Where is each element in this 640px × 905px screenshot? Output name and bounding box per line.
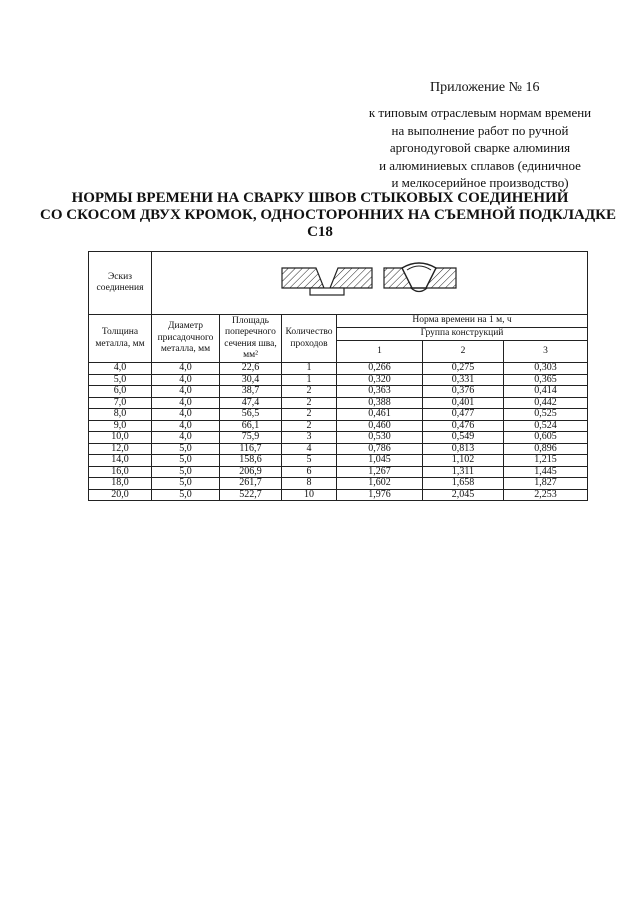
passes-cell: 1 [282, 363, 337, 375]
passes-cell: 5 [282, 455, 337, 467]
diameter-cell: 4,0 [152, 420, 220, 432]
thickness-cell: 16,0 [89, 466, 152, 478]
group-3-cell: 0,303 [504, 363, 588, 375]
sketch-label: Эскиз соединения [89, 252, 152, 315]
thickness-cell: 6,0 [89, 386, 152, 398]
thickness-cell: 7,0 [89, 397, 152, 409]
group-1-cell: 0,460 [337, 420, 423, 432]
group-3-cell: 1,827 [504, 478, 588, 490]
area-cell: 116,7 [220, 443, 282, 455]
passes-header: Количество проходов [282, 315, 337, 363]
group-3-cell: 0,414 [504, 386, 588, 398]
group-1-cell: 0,388 [337, 397, 423, 409]
diameter-cell: 4,0 [152, 397, 220, 409]
group-header: Группа конструкций [337, 328, 588, 341]
diameter-cell: 4,0 [152, 432, 220, 444]
area-cell: 30,4 [220, 374, 282, 386]
table-row [89, 489, 588, 501]
group-1-cell: 0,266 [337, 363, 423, 375]
group-2-cell: 0,275 [423, 363, 504, 375]
group-1-cell: 1,976 [337, 489, 423, 501]
group-3-cell: 0,896 [504, 443, 588, 455]
area-cell: 522,7 [220, 489, 282, 501]
passes-cell: 2 [282, 397, 337, 409]
norms-table [88, 251, 588, 501]
group-3-cell: 1,445 [504, 466, 588, 478]
passes-cell: 2 [282, 420, 337, 432]
thickness-cell: 20,0 [89, 489, 152, 501]
passes-cell: 8 [282, 478, 337, 490]
group-2-cell: 1,102 [423, 455, 504, 467]
passes-cell: 4 [282, 443, 337, 455]
group-2-cell: 2,045 [423, 489, 504, 501]
area-cell: 206,9 [220, 466, 282, 478]
passes-cell: 1 [282, 374, 337, 386]
table-row [89, 466, 588, 478]
group-1-cell: 0,786 [337, 443, 423, 455]
subtitle-line: к типовым отраслевым нормам времени [368, 105, 592, 120]
group-3-cell: 0,525 [504, 409, 588, 421]
group-3-cell: 2,253 [504, 489, 588, 501]
passes-cell: 3 [282, 432, 337, 444]
thickness-cell: 10,0 [89, 432, 152, 444]
group-2-cell: 1,311 [423, 466, 504, 478]
title-code: С18 [307, 224, 333, 240]
document-title [40, 190, 617, 241]
group-1-cell: 1,045 [337, 455, 423, 467]
table-row [89, 397, 588, 409]
norm-header: Норма времени на 1 м, ч [337, 315, 588, 328]
group-3-cell: 0,524 [504, 420, 588, 432]
group-1-cell: 0,461 [337, 409, 423, 421]
group-2-cell: 0,376 [423, 386, 504, 398]
group-2-cell: 0,476 [423, 420, 504, 432]
group-3-cell: 0,442 [504, 397, 588, 409]
group-2-cell: 0,401 [423, 397, 504, 409]
passes-cell: 2 [282, 409, 337, 421]
diameter-header: Диаметр присадочного металла, мм [152, 315, 220, 363]
thickness-cell: 8,0 [89, 409, 152, 421]
subtitle-line: аргонодуговой сварке алюминия [389, 140, 571, 155]
table-row [89, 420, 588, 432]
subtitle-line: на выполнение работ по ручной [391, 122, 569, 138]
group-1-cell: 0,363 [337, 386, 423, 398]
joint-sketch-icon [280, 262, 460, 304]
header-row-1 [89, 315, 588, 328]
diameter-cell: 4,0 [152, 374, 220, 386]
group-1-header: 1 [337, 341, 423, 363]
group-2-cell: 0,331 [423, 374, 504, 386]
area-cell: 22,6 [220, 363, 282, 375]
table-row [89, 363, 588, 375]
group-3-cell: 0,365 [504, 374, 588, 386]
appendix-number: Приложение № 16 [430, 80, 540, 95]
group-2-cell: 0,549 [423, 432, 504, 444]
group-1-cell: 0,320 [337, 374, 423, 386]
group-2-cell: 0,477 [423, 409, 504, 421]
group-2-header: 2 [423, 341, 504, 363]
table-row [89, 455, 588, 467]
thickness-cell: 12,0 [89, 443, 152, 455]
thickness-cell: 9,0 [89, 420, 152, 432]
thickness-cell: 4,0 [89, 363, 152, 375]
joint-sketch-cell [152, 252, 588, 315]
group-1-cell: 1,602 [337, 478, 423, 490]
appendix-subtitle [355, 104, 605, 192]
diameter-cell: 5,0 [152, 489, 220, 501]
title-line-2: СО СКОСОМ ДВУХ КРОМОК, ОДНОСТОРОННИХ НА СЪЕМНОЙ ПОДКЛАДКЕ [40, 207, 617, 223]
area-cell: 75,9 [220, 432, 282, 444]
group-1-cell: 1,267 [337, 466, 423, 478]
diameter-cell: 4,0 [152, 363, 220, 375]
diameter-cell: 4,0 [152, 409, 220, 421]
group-3-header: 3 [504, 341, 588, 363]
diameter-cell: 5,0 [152, 455, 220, 467]
table-row [89, 443, 588, 455]
passes-cell: 2 [282, 386, 337, 398]
passes-cell: 6 [282, 466, 337, 478]
area-cell: 261,7 [220, 478, 282, 490]
group-1-cell: 0,530 [337, 432, 423, 444]
sketch-row [89, 252, 588, 315]
table-row [89, 432, 588, 444]
thickness-cell: 5,0 [89, 374, 152, 386]
group-2-cell: 1,658 [423, 478, 504, 490]
subtitle-line: и алюминиевых сплавов (единичное [379, 157, 581, 173]
area-header: Площадь поперечного сечения шва, мм² [220, 315, 282, 363]
area-cell: 47,4 [220, 397, 282, 409]
group-3-cell: 0,605 [504, 432, 588, 444]
table-row [89, 374, 588, 386]
group-3-cell: 1,215 [504, 455, 588, 467]
diameter-cell: 5,0 [152, 466, 220, 478]
thickness-cell: 18,0 [89, 478, 152, 490]
passes-cell: 10 [282, 489, 337, 501]
table-row [89, 478, 588, 490]
thickness-cell: 14,0 [89, 455, 152, 467]
diameter-cell: 5,0 [152, 478, 220, 490]
subtitle-line: и мелкосерийное производство) [391, 175, 569, 190]
area-cell: 56,5 [220, 409, 282, 421]
title-line-1: НОРМЫ ВРЕМЕНИ НА СВАРКУ ШВОВ СТЫКОВЫХ СОЕДИНЕНИЙ [71, 190, 569, 206]
diameter-cell: 5,0 [152, 443, 220, 455]
table-row [89, 409, 588, 421]
area-cell: 158,6 [220, 455, 282, 467]
table-row [89, 386, 588, 398]
area-cell: 38,7 [220, 386, 282, 398]
group-2-cell: 0,813 [423, 443, 504, 455]
area-cell: 66,1 [220, 420, 282, 432]
thickness-header: Толщина металла, мм [89, 315, 152, 363]
diameter-cell: 4,0 [152, 386, 220, 398]
